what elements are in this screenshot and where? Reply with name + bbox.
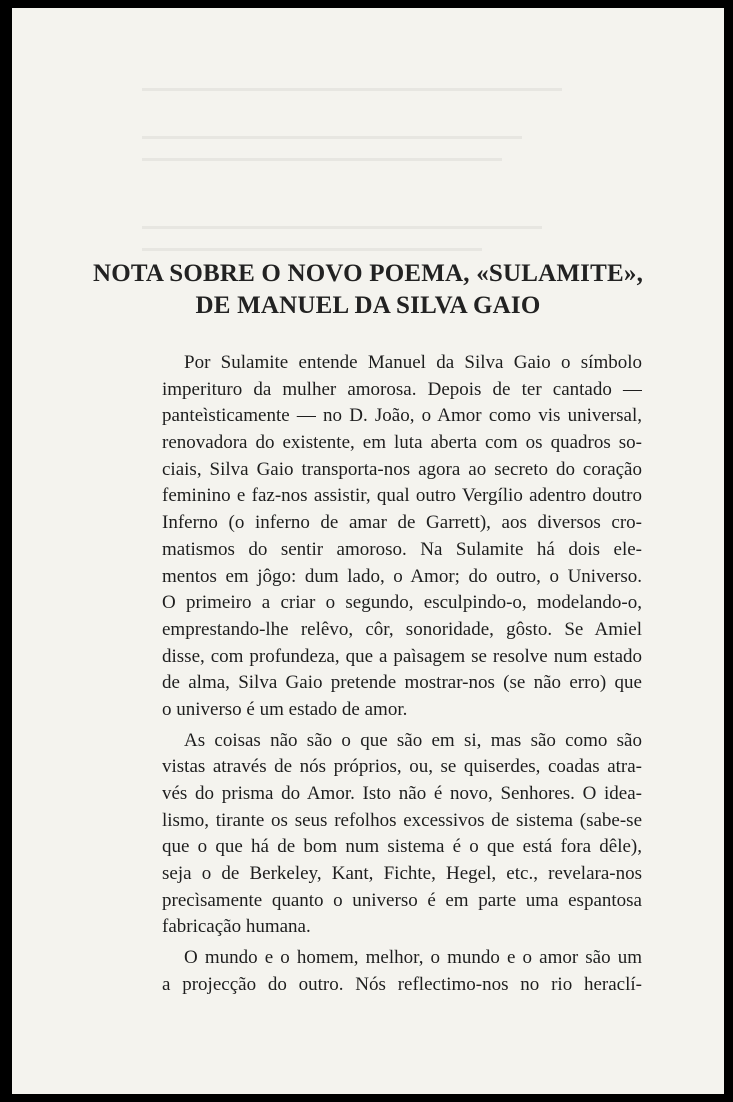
text-line: seja o de Berkeley, Kant, Fichte, Hegel, etc., revelara-nos	[162, 863, 642, 885]
text-line: panteìsticamente — no D. João, o Amor como vis universal,	[162, 405, 642, 427]
book-page	[12, 8, 724, 1094]
show-through-line	[142, 226, 542, 229]
text-line: renovadora do existente, em luta aberta com os quadros so-	[162, 432, 642, 454]
text-line: a projecção do outro. Nós reflectimo-nos no rio heraclí-	[162, 973, 642, 995]
text-line: Inferno (o inferno de amar de Garrett), aos diversos cro-	[162, 512, 642, 534]
text-line: lismo, tirante os seus refolhos excessivos de sistema (sabe-se	[162, 809, 642, 831]
text-line: precìsamente quanto o universo é em parte uma espantosa	[162, 889, 642, 911]
text-line: o universo é um estado de amor.	[162, 698, 408, 720]
text-line: vistas através de nós próprios, ou, se quiserdes, coadas atra-	[162, 756, 642, 778]
text-line: As coisas não são o que são em si, mas são como são	[184, 729, 642, 751]
text-line: matismos do sentir amoroso. Na Sulamite há dois ele-	[162, 538, 642, 560]
text-line: ciais, Silva Gaio transporta-nos agora ao secreto do coração	[162, 458, 642, 480]
text-line: imperituro da mulher amorosa. Depois de ter cantado —	[162, 378, 642, 400]
show-through-line	[142, 136, 522, 139]
title-line-1: NOTA SOBRE O NOVO POEMA, «SULAMITE»,	[92, 260, 644, 287]
body-text	[162, 350, 642, 999]
show-through-line	[142, 88, 562, 91]
text-line: feminino e faz-nos assistir, qual outro Vergílio adentro doutro	[162, 485, 642, 507]
text-line: que o que há de bom num sistema é o que está fora dêle),	[162, 836, 642, 858]
text-line: de alma, Silva Gaio pretende mostrar-nos (se não erro) que	[162, 672, 642, 694]
paragraph-1	[162, 350, 642, 724]
text-line: vés do prisma do Amor. Isto não é novo, Senhores. O idea-	[162, 783, 642, 804]
title-line-2: DE MANUEL DA SILVA GAIO	[195, 292, 541, 319]
text-line: mentos em jôgo: dum lado, o Amor; do outro, o Universo.	[162, 565, 642, 587]
text-line: emprestando-lhe relêvo, côr, sonoridade, gôsto. Se Amiel	[162, 618, 642, 640]
paragraph-3	[162, 945, 642, 998]
text-line: disse, com profundeza, que a paìsagem se resolve num estado	[162, 645, 642, 667]
text-line: Por Sulamite entende Manuel da Silva Gaio o símbolo	[184, 352, 642, 373]
text-line: fabricação humana.	[162, 916, 311, 938]
text-line: O mundo e o homem, melhor, o mundo e o amor são um	[184, 947, 642, 969]
show-through-line	[142, 248, 482, 251]
text-line: O primeiro a criar o segundo, esculpindo-o, modelando-o,	[162, 592, 642, 614]
show-through-line	[142, 158, 502, 161]
paragraph-2	[162, 728, 642, 942]
